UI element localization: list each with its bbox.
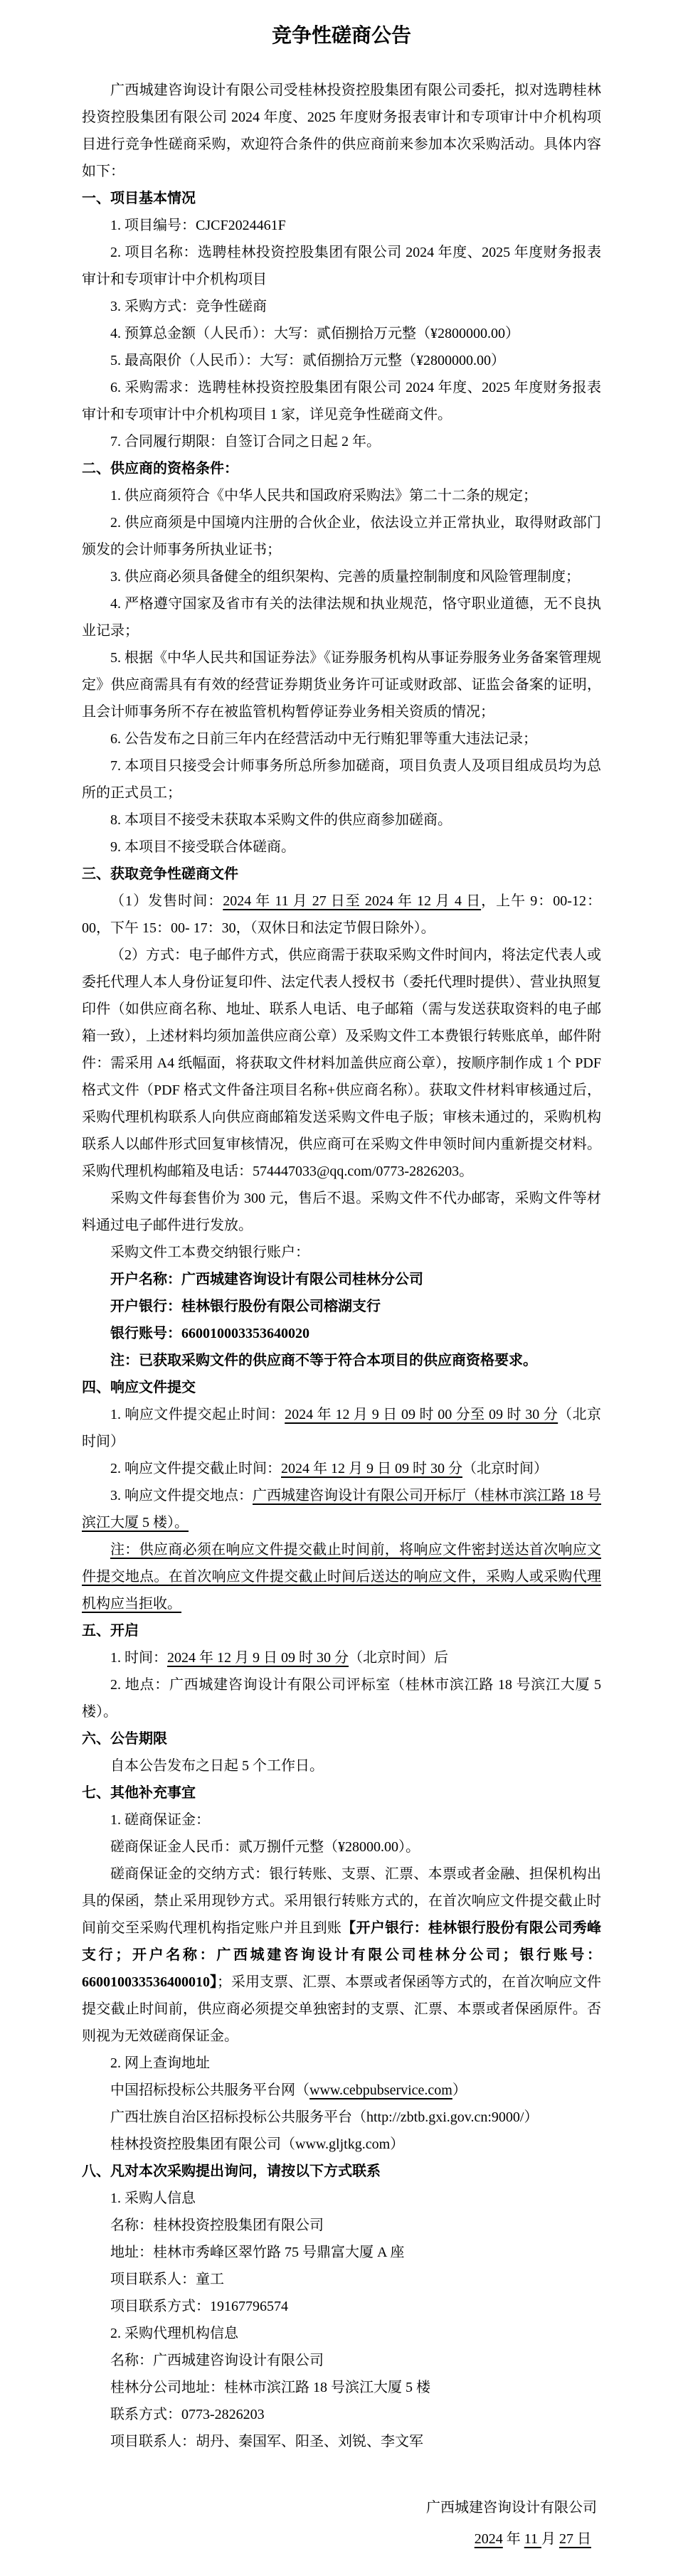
deposit-title: 1. 磋商保证金： <box>110 1812 210 1828</box>
opening-place-paragraph: 2. 地点：广西城建咨询设计有限公司评标室（桂林市滨江路 18 号滨江大厦 5 楼）。 <box>82 1677 601 1720</box>
submission-start-label: 1. 响应文件提交起止时间： <box>110 1407 285 1422</box>
announcement-period: 自本公告发布之日起 5 个工作日。 <box>110 1758 324 1774</box>
submission-place-paragraph <box>82 1482 601 1536</box>
qualification-item-8: 8. 本项目不接受未获取本采购文件的供应商参加磋商。 <box>110 812 452 828</box>
submission-deadline-label: 2. 响应文件提交截止时间： <box>110 1461 281 1476</box>
query-link-cebpub <box>82 2077 601 2104</box>
max-price: 5. 最高限价（人民币）：大写：贰佰捌拾万元整（¥2800000.00） <box>110 353 505 368</box>
qualification-item-4: 4. 严格遵守国家及省市有关的法律法规和执业规范，恪守职业道德，无不良执业记录； <box>82 596 601 639</box>
qualification-item-1: 1. 供应商须符合《中华人民共和国政府采购法》第二十二条的规定； <box>110 488 537 504</box>
section8-heading: 八、凡对本次采购提出询问，请按以下方式联系 <box>82 2163 381 2179</box>
budget-total: 4. 预算总金额（人民币）：大写：贰佰捌拾万元整（¥2800000.00） <box>110 326 519 341</box>
project-name: 2. 项目名称：选聘桂林投资控股集团有限公司 2024 年度、2025 年度财务报表审计和专项审计中介机构项目 <box>82 245 601 287</box>
deposit-method-paragraph <box>82 1861 601 2050</box>
signature-date-year-label: 年 <box>502 2531 524 2547</box>
signature-date <box>82 2523 601 2555</box>
buyer-contact-person: 项目联系人：童工 <box>110 2272 224 2287</box>
agent-address: 桂林分公司地址：桂林市滨江路 18 号滨江大厦 5 楼 <box>110 2380 430 2395</box>
fee-account-number: 银行账号：660010003353640020 <box>110 1326 309 1341</box>
intro-paragraph: 广西城建咨询设计有限公司受桂林投资控股集团有限公司委托，拟对选聘桂林投资控股集团有限公司 2024 年度、2025 年度财务报表审计和专项审计中介机构项目进行竞争性磋商采购，欢迎符合条件的供应商前来参加本次采购活动。具体内容如下： <box>82 83 601 179</box>
qualification-item-9: 9. 本项目不接受联合体磋商。 <box>110 839 295 855</box>
contract-period: 7. 合同履行期限：自签订合同之日起 2 年。 <box>110 434 381 449</box>
buyer-info-title: 1. 采购人信息 <box>110 2191 196 2206</box>
query-link-gljtkg: 桂林投资控股集团有限公司（www.gljtkg.com） <box>110 2136 405 2152</box>
agent-info-title: 2. 采购代理机构信息 <box>110 2326 238 2341</box>
page-title: 竞争性磋商公告 <box>271 25 411 47</box>
sale-time-dates: 2024 年 11 月 27 日至 2024 年 12 月 4 日 <box>223 893 482 909</box>
qualification-item-3: 3. 供应商必须具备健全的组织架构、完善的质量控制制度和风险管理制度； <box>110 569 580 585</box>
buyer-address: 地址：桂林市秀峰区翠竹路 75 号鼎富大厦 A 座 <box>110 2245 405 2260</box>
cebpubservice-url: www.cebpubservice.com <box>309 2082 452 2098</box>
signature-company: 广西城建咨询设计有限公司 <box>426 2500 597 2516</box>
section7-heading: 七、其他补充事宜 <box>82 1785 196 1801</box>
submission-start-paragraph <box>82 1401 601 1455</box>
submission-place-label: 3. 响应文件提交地点： <box>110 1488 253 1503</box>
opening-time-paragraph <box>82 1644 601 1671</box>
qualification-item-7: 7. 本项目只接受会计师事务所总所参加磋商，项目负责人及项目组成员均为总所的正式员工； <box>82 758 601 801</box>
signature-date-month-label: 月 <box>541 2531 559 2547</box>
sale-time-rest: ，上午 9：00-12：00，下午 15：00- 17：30，（双休日和法定节假日除外）。 <box>82 893 601 936</box>
agent-contact-phone: 联系方式：0773-2826203 <box>110 2407 265 2422</box>
buyer-contact-phone: 项目联系方式：19167796574 <box>110 2299 288 2314</box>
opening-time-rest: （北京时间）后 <box>349 1650 448 1666</box>
section4-heading: 四、响应文件提交 <box>82 1380 196 1395</box>
signature-date-day: 27 日 <box>559 2531 591 2547</box>
submission-start-time: 2024 年 12 月 9 日 09 时 00 分至 09 时 30 分 <box>285 1407 558 1422</box>
submission-deadline-time: 2024 年 12 月 9 日 09 时 30 分 <box>281 1461 462 1476</box>
query-link-gxzbtb: 广西壮族自治区招标投标公共服务平台（http://zbtb.gxi.gov.cn:9000/） <box>110 2109 539 2125</box>
procurement-method: 3. 采购方式：竞争性磋商 <box>110 299 267 314</box>
section1-heading: 一、项目基本情况 <box>82 191 196 206</box>
signature-date-year: 2024 <box>474 2531 503 2547</box>
fee-account-intro: 采购文件工本费交纳银行账户： <box>110 1245 309 1260</box>
signature-block <box>82 2492 601 2555</box>
opening-time-label: 1. 时间： <box>110 1650 167 1666</box>
signature-date-month: 11 <box>524 2531 541 2547</box>
qualification-item-5: 5. 根据《中华人民共和国证券法》《证券服务机构从事证券服务业务备案管理规定》供应商需具有有效的经营证券期货业务许可证或财政部、证监会备案的证明，且会计师事务所不存在被监管机构暂停证券业务相关资质的情况； <box>82 650 601 720</box>
submission-deadline-rest: （北京时间） <box>462 1461 548 1476</box>
sale-time-label: （1）发售时间： <box>110 893 223 909</box>
deposit-amount: 磋商保证金人民币：贰万捌仟元整（¥28000.00）。 <box>110 1839 420 1855</box>
section5-heading: 五、开启 <box>82 1623 139 1639</box>
agent-contact-persons: 项目联系人：胡丹、秦国军、阳圣、刘锐、李文军 <box>110 2434 423 2449</box>
submission-start-rest: （北京时间） <box>82 1407 602 1449</box>
agent-name: 名称：广西城建咨询设计有限公司 <box>110 2353 324 2368</box>
buyer-name: 名称：桂林投资控股集团有限公司 <box>110 2218 324 2233</box>
deposit-method-pre: 磋商保证金的交纳方式：银行转账、支票、汇票、本票或者金融、担保机构出具的保函，禁止采用现钞方式。采用银行转账方式的，在首次响应文件提交截止时间前交至采购代理机构指定账户并且到账 <box>82 1866 601 1936</box>
procurement-demand: 6. 采购需求：选聘桂林投资控股集团有限公司 2024 年度、2025 年度财务报表审计和专项审计中介机构项目 1 家，详见竞争性磋商文件。 <box>82 380 601 422</box>
section2-heading: 二、供应商的资格条件： <box>82 461 238 477</box>
qualification-item-2: 2. 供应商须是中国境内注册的合伙企业，依法设立并正常执业，取得财政部门颁发的会计师事务所执业证书； <box>82 515 601 558</box>
deposit-method-post: ；采用支票、汇票、本票或者保函等方式的，在首次响应文件提交截止时间前，供应商必须提交单独密封的支票、汇票、本票或者保函原件。否则视为无效磋商保证金。 <box>82 1974 601 2044</box>
submission-place-address: 广西城建咨询设计有限公司开标厅（桂林市滨江路 18 号滨江大厦 5 楼）。 <box>82 1488 601 1531</box>
qualification-item-6: 6. 公告发布之日前三年内在经营活动中无行贿犯罪等重大违法记录； <box>110 731 537 747</box>
obtain-method-paragraph: （2）方式：电子邮件方式，供应商需于获取采购文件时间内，将法定代表人或委托代理人本人身份证复印件、法定代表人授权书（委托代理时提供）、营业执照复印件（如供应商名称、地址、联系人电话、电子邮箱（需与发送获取资料的电子邮箱一致），上述材料均须加盖供应商公章）及采购文件工本费银行转账底单，邮件附件：需采用 A4 纸幅面，将获取文件材料加盖供应商公章），按顺序制作成 1 个 PDF 格式文件（PDF 格式文件备注项目名称+供应商名称）。获取文件材料审核通过后，采购代理机构联系人向供应商邮箱发送采购文件电子版；审核未通过的，采购机构联系人以邮件形式回复审核情况，供应商可在采购文件申领时间内重新提交材料。采购代理机构邮箱及电话：574447033@qq.com/0773-2826203。 <box>82 947 601 1179</box>
fee-account-name: 开户名称：广西城建咨询设计有限公司桂林分公司 <box>110 1272 423 1287</box>
section6-heading: 六、公告期限 <box>82 1731 167 1747</box>
submission-deadline-paragraph <box>82 1455 601 1482</box>
opening-time-value: 2024 年 12 月 9 日 09 时 30 分 <box>167 1650 349 1666</box>
document-price-paragraph: 采购文件每套售价为 300 元，售后不退。采购文件不代办邮寄，采购文件等材料通过电子邮件进行发放。 <box>82 1191 601 1233</box>
section3-note: 注：已获取采购文件的供应商不等于符合本项目的供应商资格要求。 <box>110 1353 537 1368</box>
project-number: 1. 项目编号：CJCF2024461F <box>110 218 286 233</box>
section3-heading: 三、获取竞争性磋商文件 <box>82 866 238 882</box>
query-link-cebpub-post: ） <box>452 2082 467 2098</box>
query-link-cebpub-pre: 中国招标投标公共服务平台网（ <box>110 2082 309 2098</box>
deposit-bank-account: 【开户银行：桂林银行股份有限公司秀峰支行；开户名称：广西城建咨询设计有限公司桂林分公司；银行账号：660010033536400010】 <box>82 1920 602 1990</box>
online-query-title: 2. 网上查询地址 <box>110 2055 210 2071</box>
section4-note: 注：供应商必须在响应文件提交截止时间前，将响应文件密封送达首次响应文件提交地点。在首次响应文件提交截止时间后送达的响应文件，采购人或采购代理机构应当拒收。 <box>82 1542 601 1612</box>
fee-account-bank: 开户银行：桂林银行股份有限公司榕湖支行 <box>110 1299 381 1314</box>
sale-time-paragraph <box>82 888 601 942</box>
